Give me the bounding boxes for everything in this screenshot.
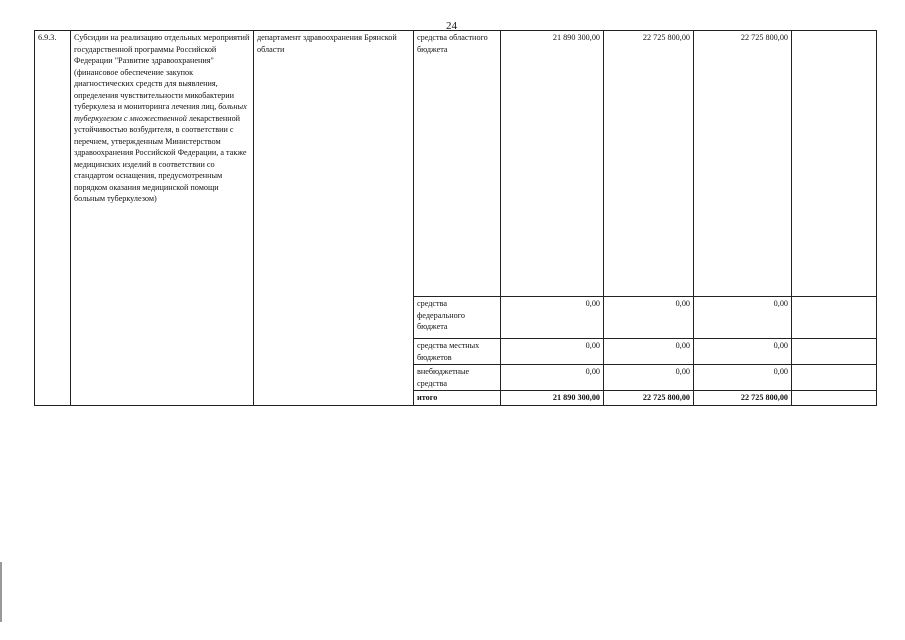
page-number: 24 xyxy=(446,20,457,32)
funding-value-2: 0,00 xyxy=(604,365,694,391)
funding-value-1: 0,00 xyxy=(501,339,604,365)
funding-source: внебюджетные средства xyxy=(414,365,501,391)
funding-value-1: 21 890 300,00 xyxy=(501,391,604,406)
executor: департамент здравоохранения Брянской области xyxy=(257,33,397,54)
funding-extra xyxy=(792,339,877,365)
funding-source: итого xyxy=(414,391,501,406)
funding-value-2: 22 725 800,00 xyxy=(604,391,694,406)
budget-table xyxy=(34,30,877,406)
funding-value-3: 22 725 800,00 xyxy=(694,391,792,406)
funding-extra xyxy=(792,31,877,297)
funding-source: средства федерального бюджета xyxy=(414,297,501,339)
funding-value-3: 22 725 800,00 xyxy=(694,31,792,297)
funding-extra xyxy=(792,297,877,339)
item-code-cell xyxy=(35,31,71,406)
table-row xyxy=(35,31,877,297)
scan-edge-mark xyxy=(0,562,2,622)
funding-value-3: 0,00 xyxy=(694,339,792,365)
executor-cell xyxy=(254,31,414,406)
funding-value-2: 0,00 xyxy=(604,297,694,339)
funding-value-1: 0,00 xyxy=(501,365,604,391)
item-code: 6.9.3. xyxy=(38,33,57,42)
funding-value-2: 22 725 800,00 xyxy=(604,31,694,297)
funding-extra xyxy=(792,391,877,406)
funding-source: средства областного бюджета xyxy=(414,31,501,297)
item-description-cell xyxy=(71,31,254,406)
funding-extra xyxy=(792,365,877,391)
funding-source: средства местных бюджетов xyxy=(414,339,501,365)
funding-value-2: 0,00 xyxy=(604,339,694,365)
funding-value-1: 0,00 xyxy=(501,297,604,339)
funding-value-3: 0,00 xyxy=(694,297,792,339)
funding-value-1: 21 890 300,00 xyxy=(501,31,604,297)
funding-value-3: 0,00 xyxy=(694,365,792,391)
item-description: Субсидии на реализацию отдельных мероприятий государственной программы Российской Федерации "Развитие здравоохранения" (финансовое обеспечение закупок диагностических средств для выявления, определения чувствительности микобактерии туберкулеза и мониторинга лечения лиц, больных туберкулезом с множественной лекарственной устойчивостью возбудителя, в соответствии с перечнем, утвержденным Министерством здравоохранения Российской Федерации, а также медицинских изделий в соответствии со стандартом оснащения, предусмотренным порядком оказания медицинской помощи больным туберкулезом) xyxy=(74,33,250,203)
